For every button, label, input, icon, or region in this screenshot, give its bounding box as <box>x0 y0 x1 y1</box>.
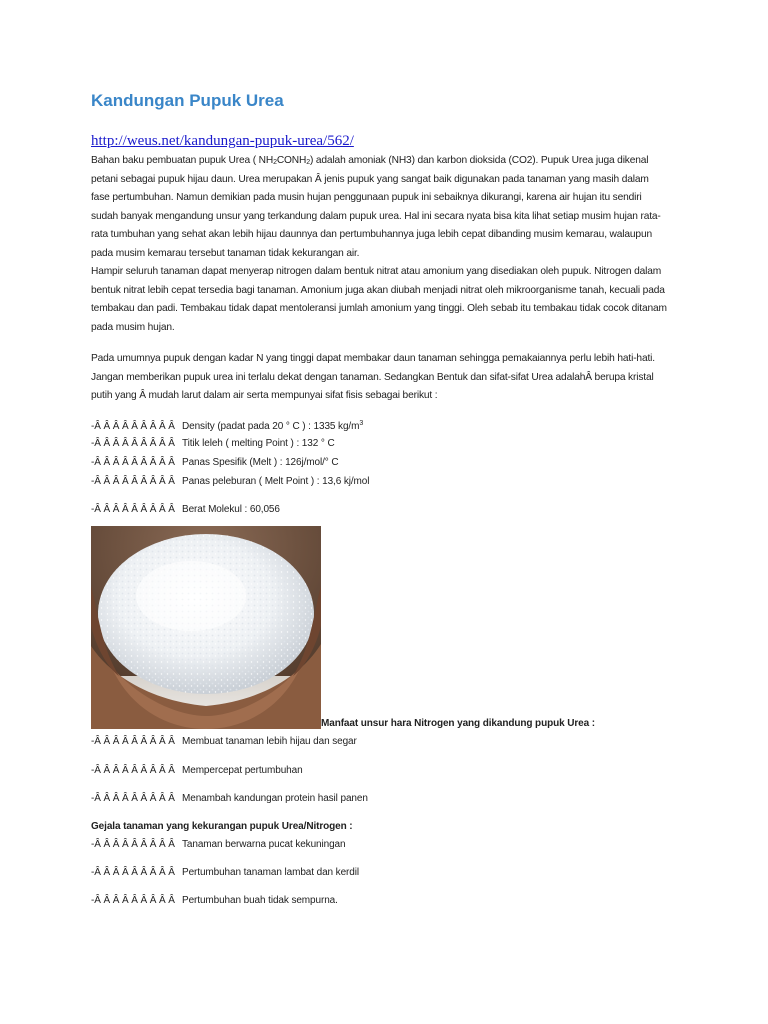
property-molecular-weight: -Â Â Â Â Â Â Â Â Â Berat Molekul : 60,056 <box>91 504 280 515</box>
intro-line: sudah banyak mengandung unsur yang terkandung dalam pupuk urea. Hal ini secara nyata bisa kita lihat setiap musim hujan rata- <box>91 210 661 222</box>
bullet-marker: -Â Â Â Â Â Â Â Â Â <box>91 457 175 468</box>
bullet-marker: -Â Â Â Â Â Â Â Â Â <box>91 793 175 804</box>
benefit-item: -Â Â Â Â Â Â Â Â Â Menambah kandungan protein hasil panen <box>91 793 368 804</box>
property-melting-point: -Â Â Â Â Â Â Â Â Â Titik leleh ( melting Point ) : 132 ° C <box>91 438 335 449</box>
bullet-marker: -Â Â Â Â Â Â Â Â Â <box>91 765 175 776</box>
property-specific-heat: -Â Â Â Â Â Â Â Â Â Panas Spesifik (Melt ) : 126j/mol/° C <box>91 457 339 468</box>
benefits-heading: Manfaat unsur hara Nitrogen yang dikandung pupuk Urea : <box>321 718 595 729</box>
bullet-marker: -Â Â Â Â Â Â Â Â Â <box>91 895 175 906</box>
usage-line: Pada umumnya pupuk dengan kadar N yang tinggi dapat membakar daun tanaman sehingga pemakaiannya perlu lebih hati-hati. <box>91 353 655 364</box>
bullet-marker: -Â Â Â Â Â Â Â Â Â <box>91 438 175 449</box>
symptom-item: -Â Â Â Â Â Â Â Â Â Pertumbuhan buah tidak sempurna. <box>91 895 338 906</box>
page-title: Kandungan Pupuk Urea <box>91 91 284 110</box>
urea-photo-illustration <box>91 526 321 729</box>
intro-line: tembakau dan padi. Tembakau tidak dapat mentoleransi jumlah amonium yang tinggi. Oleh sebab itu tembakau tidak cocok ditanam <box>91 303 667 314</box>
source-link[interactable]: http://weus.net/kandungan-pupuk-urea/562/ <box>91 133 354 149</box>
intro-line: bentuk nitrat lebih cepat tersedia bagi tanaman. Amonium juga akan diubah menjadi nitrat oleh mikroorganisme tanah, kecuali pada <box>91 284 665 296</box>
usage-line: putih yang Â mudah larut dalam air serta mempunyai sifat fisis sebagai berikut : <box>91 390 438 401</box>
benefit-item: -Â Â Â Â Â Â Â Â Â Mempercepat pertumbuhan <box>91 765 303 776</box>
symptoms-heading: Gejala tanaman yang kekurangan pupuk Urea/Nitrogen : <box>91 821 353 832</box>
symptom-item: -Â Â Â Â Â Â Â Â Â Tanaman berwarna pucat kekuningan <box>91 839 346 850</box>
intro-line: Hampir seluruh tanaman dapat menyerap nitrogen dalam bentuk nitrat atau amonium yang disediakan oleh pupuk. Nitrogen dalam <box>91 266 662 277</box>
intro-paragraph <box>91 152 679 337</box>
intro-line: Bahan baku pembuatan pupuk Urea ( $NH_2CONH_2$) adalah amoniak (NH3) dan karbon dioksida (CO2). Pupuk Urea juga dikenal <box>91 155 649 166</box>
intro-line: fase pertumbuhan. Namun demikian pada musin hujan penggunaan pupuk ini sebaiknya dikurangi, karena air hujan itu sendiri <box>91 192 642 203</box>
symptom-item: -Â Â Â Â Â Â Â Â Â Pertumbuhan tanaman lambat dan kerdil <box>91 867 359 878</box>
property-fusion-heat: -Â Â Â Â Â Â Â Â Â Panas peleburan ( Melt Point ) : 13,6 kj/mol <box>91 476 370 487</box>
bullet-marker: -Â Â Â Â Â Â Â Â Â <box>91 839 175 850</box>
urea-granules-photo <box>91 526 321 729</box>
intro-line: petani sebagai pupuk hijau daun. Urea merupakan Â jenis pupuk yang sangat baik digunakan pada tanaman yang masih dalam <box>91 173 649 185</box>
usage-paragraph <box>91 350 679 406</box>
bullet-marker: -Â Â Â Â Â Â Â Â Â <box>91 504 175 515</box>
intro-line: pada musim kemarau tersebut tanaman tidak kekurangan air. <box>91 247 360 259</box>
bullet-marker: -Â Â Â Â Â Â Â Â Â <box>91 421 175 432</box>
property-density: -Â Â Â Â Â Â Â Â Â Density (padat pada 20 ° C ) : 1335 $kg/m^3$ <box>91 420 364 432</box>
usage-line: Jangan memberikan pupuk urea ini terlalu dekat dengan tanaman. Sedangkan Bentuk dan sifat-sifat Urea adalahÂ berupa kristal <box>91 371 654 383</box>
bullet-marker: -Â Â Â Â Â Â Â Â Â <box>91 476 175 487</box>
intro-line: pada musim hujan. <box>91 321 175 333</box>
bullet-marker: -Â Â Â Â Â Â Â Â Â <box>91 736 175 747</box>
intro-line: rata tumbuhan yang sehat akan lebih hijau daunnya dan pertumbuhannya juga lebih cepat dibanding musim kemarau, walaupun <box>91 229 652 240</box>
bullet-marker: -Â Â Â Â Â Â Â Â Â <box>91 867 175 878</box>
benefit-item: -Â Â Â Â Â Â Â Â Â Membuat tanaman lebih hijau dan segar <box>91 736 357 747</box>
